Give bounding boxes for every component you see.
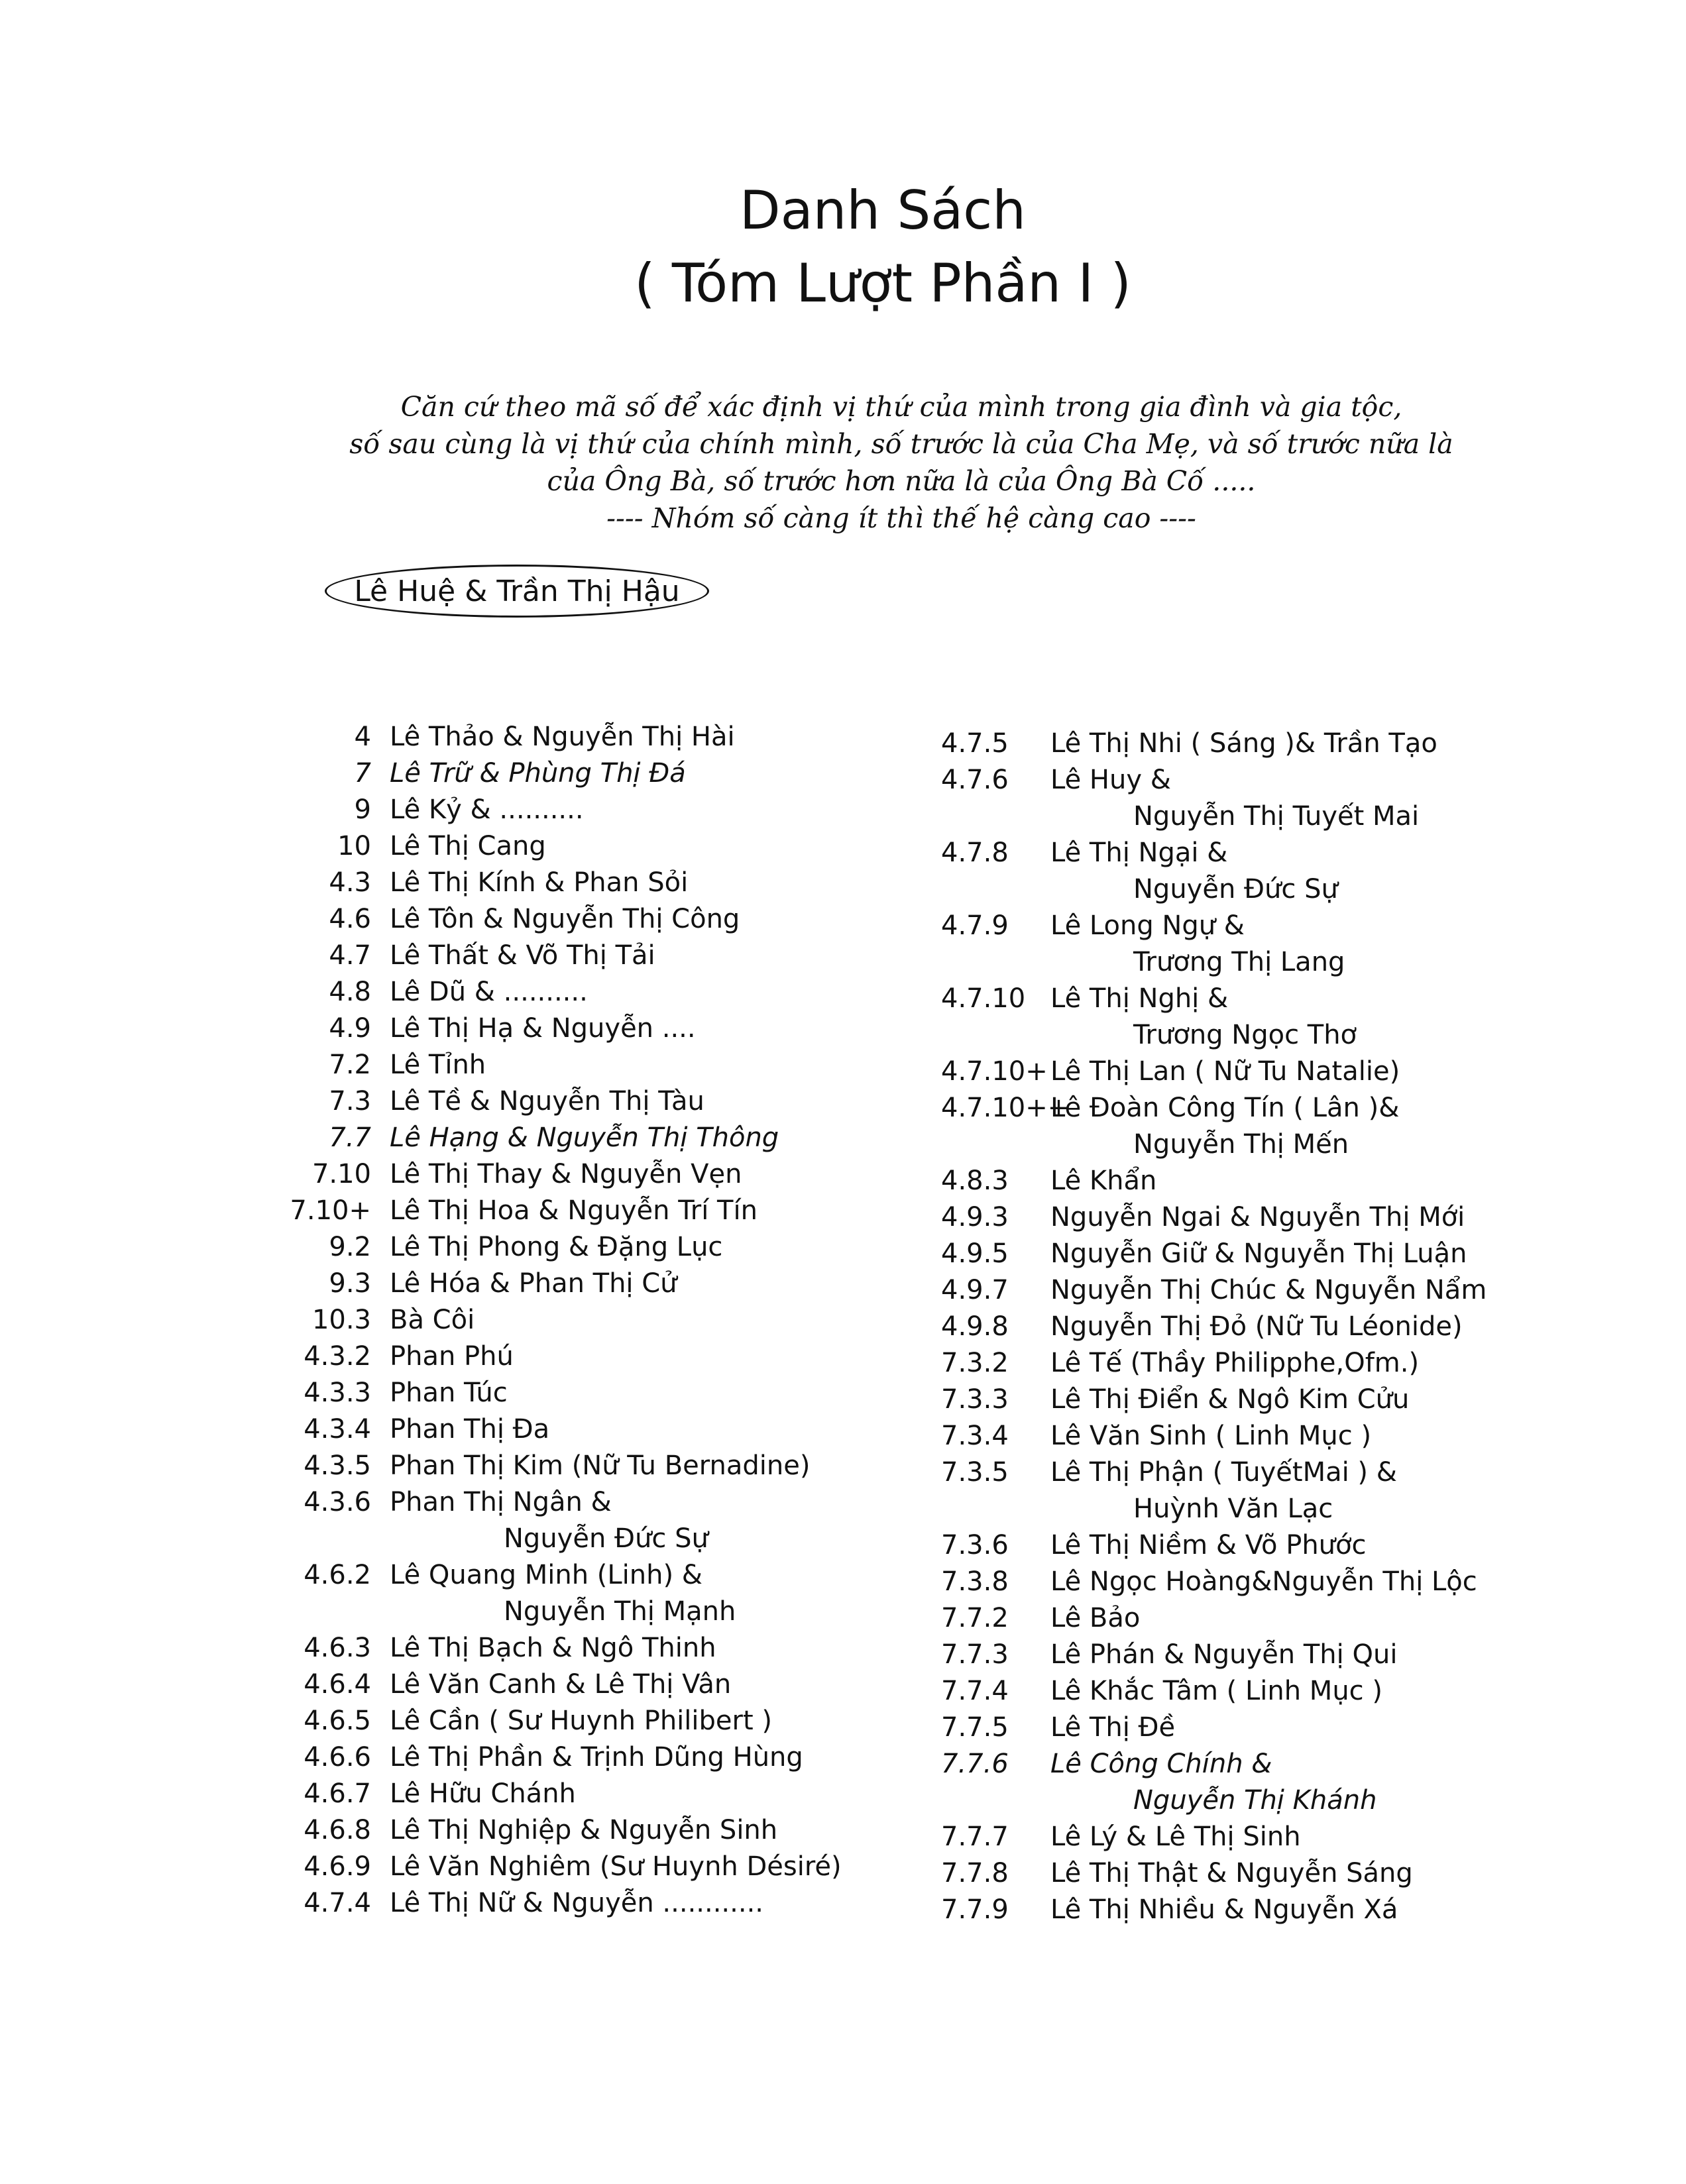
entry-code: 9.3 bbox=[329, 1268, 371, 1299]
entry-name: Nguyễn Giữ & Nguyễn Thị Luận bbox=[1050, 1238, 1467, 1269]
list-item bbox=[941, 1892, 1604, 1928]
entry-code: 10.3 bbox=[311, 1305, 371, 1335]
entry-name: Lê Hóa & Phan Thị Cử bbox=[390, 1268, 677, 1299]
entry-code: 4.6.9 bbox=[304, 1851, 371, 1882]
entry-name: Lê Hữu Chánh bbox=[390, 1778, 576, 1809]
entry-code: 4.7.8 bbox=[941, 838, 1009, 868]
intro-line: số sau cùng là vị thứ của chính mình, số trước là của Cha Mẹ, và số trước nữa là bbox=[349, 428, 1453, 460]
list-item bbox=[278, 1557, 941, 1630]
list-item bbox=[278, 938, 941, 974]
list-item bbox=[941, 1564, 1604, 1600]
list-item bbox=[278, 901, 941, 938]
entry-code: 4.7.10 bbox=[941, 983, 1026, 1014]
list-item bbox=[941, 1090, 1604, 1163]
entry-name: Lê Tỉnh bbox=[390, 1050, 486, 1080]
entry-name: Phan Phú bbox=[390, 1341, 514, 1372]
list-item bbox=[941, 1163, 1604, 1199]
entry-code: 4.7.10+ bbox=[941, 1056, 1048, 1087]
entry-code: 4.6.5 bbox=[304, 1706, 371, 1736]
entry-code: 7.7.4 bbox=[941, 1676, 1009, 1706]
list-item bbox=[278, 792, 941, 828]
entry-name: Lê Thị Niềm & Võ Phước bbox=[1050, 1530, 1367, 1560]
entry-code: 4.9.5 bbox=[941, 1238, 1009, 1269]
entry-name: Bà Côi bbox=[390, 1305, 475, 1335]
entry-code: 7.3.2 bbox=[941, 1348, 1009, 1378]
list-item bbox=[278, 1630, 941, 1666]
entry-name: Phan Thị Ngân & bbox=[390, 1487, 612, 1517]
entry-name: Lê Thị Hoa & Nguyễn Trí Tín bbox=[390, 1195, 758, 1226]
entry-code: 4.3.6 bbox=[304, 1487, 371, 1517]
entry-name: Lê Hạng & Nguyễn Thị Thông bbox=[390, 1122, 779, 1153]
entry-name: Lê Quang Minh (Linh) & bbox=[390, 1560, 702, 1590]
entry-spouse-line: Nguyễn Thị Tuyết Mai bbox=[1133, 801, 1420, 832]
entry-code: 4.7.6 bbox=[941, 765, 1009, 795]
entry-code: 4.7.9 bbox=[941, 910, 1009, 941]
entry-code: 4.9 bbox=[329, 1013, 371, 1044]
entry-code: 4.3 bbox=[329, 867, 371, 898]
entry-name: Lê Văn Sinh ( Linh Mục ) bbox=[1050, 1421, 1372, 1451]
intro-line: của Ông Bà, số trước hơn nữa là của Ông Bà Cố ..... bbox=[547, 465, 1256, 497]
left-column-list bbox=[278, 719, 941, 1922]
entry-name: Lê Thị Thay & Nguyễn Vẹn bbox=[390, 1159, 742, 1189]
entry-code: 4.7.4 bbox=[304, 1888, 371, 1918]
entry-code: 7.10+ bbox=[290, 1195, 371, 1226]
entry-spouse-line: Nguyễn Thị Khánh bbox=[1133, 1785, 1377, 1816]
entry-code: 9.2 bbox=[329, 1232, 371, 1262]
entry-name: Lê Thị Ngại & bbox=[1050, 838, 1228, 868]
entry-spouse-line: Nguyễn Đức Sự bbox=[504, 1523, 708, 1554]
list-item bbox=[941, 1637, 1604, 1673]
entry-name: Lê Tề & Nguyễn Thị Tàu bbox=[390, 1086, 704, 1117]
entry-name: Lê Kỷ & .......... bbox=[390, 794, 584, 825]
entry-code: 4.3.4 bbox=[304, 1414, 371, 1445]
entry-code: 9 bbox=[354, 794, 371, 825]
list-item bbox=[941, 1819, 1604, 1855]
entry-name: Lê Thị Lan ( Nữ Tu Natalie) bbox=[1050, 1056, 1400, 1087]
entry-code: 7.10 bbox=[311, 1159, 371, 1189]
root-couple-oval bbox=[325, 565, 709, 618]
entry-name: Lê Văn Nghiêm (Sư Huynh Désiré) bbox=[390, 1851, 842, 1882]
entry-code: 4 bbox=[354, 722, 371, 752]
list-item bbox=[941, 908, 1604, 981]
entry-name: Lê Ngọc Hoàng&Nguyễn Thị Lộc bbox=[1050, 1566, 1477, 1597]
entry-code: 7.3 bbox=[329, 1086, 371, 1117]
entry-code: 4.7.10++ bbox=[941, 1093, 1070, 1123]
entry-name: Lê Thị Bạch & Ngô Thinh bbox=[390, 1633, 716, 1663]
list-item bbox=[941, 762, 1604, 835]
entry-name: Phan Túc bbox=[390, 1378, 508, 1408]
entry-name: Lê Bảo bbox=[1050, 1603, 1141, 1633]
list-item bbox=[941, 835, 1604, 908]
list-item bbox=[941, 1345, 1604, 1382]
list-item bbox=[278, 1156, 941, 1193]
entry-name: Lê Khẩn bbox=[1050, 1166, 1157, 1196]
entry-name: Lê Thị Nữ & Nguyễn ............ bbox=[390, 1888, 764, 1918]
entry-name: Lê Đoàn Công Tín ( Lân )& bbox=[1050, 1093, 1400, 1123]
entry-name: Lê Tế (Thầy Philipphe,Ofm.) bbox=[1050, 1348, 1420, 1378]
entry-name: Nguyễn Thị Đỏ (Nữ Tu Léonide) bbox=[1050, 1311, 1463, 1342]
entry-code: 4.8 bbox=[329, 977, 371, 1007]
list-item bbox=[278, 755, 941, 792]
list-item bbox=[941, 1199, 1604, 1236]
right-column-list bbox=[941, 726, 1604, 1928]
list-item bbox=[278, 719, 941, 755]
entry-code: 7.3.3 bbox=[941, 1384, 1009, 1415]
entry-code: 4.8.3 bbox=[941, 1166, 1009, 1196]
entry-code: 4.9.7 bbox=[941, 1275, 1009, 1305]
entry-code: 7.7 bbox=[329, 1122, 371, 1153]
list-item bbox=[278, 1375, 941, 1411]
entry-name: Lê Thị Thật & Nguyễn Sáng bbox=[1050, 1858, 1413, 1888]
list-item bbox=[278, 1411, 941, 1448]
entry-code: 7.3.8 bbox=[941, 1566, 1009, 1597]
page-subtitle: ( Tóm Lượt Phần I ) bbox=[634, 252, 1131, 314]
entry-name: Lê Văn Canh & Lê Thị Vân bbox=[390, 1669, 732, 1700]
list-item bbox=[941, 1855, 1604, 1892]
list-item bbox=[278, 1302, 941, 1338]
entry-code: 4.9.8 bbox=[941, 1311, 1009, 1342]
entry-spouse-line: Nguyễn Đức Sự bbox=[1133, 874, 1338, 904]
entry-code: 7.7.6 bbox=[941, 1749, 1009, 1779]
entry-code: 4.3.2 bbox=[304, 1341, 371, 1372]
entry-spouse-line: Huỳnh Văn Lạc bbox=[1133, 1494, 1333, 1524]
entry-name: Lê Thị Cang bbox=[390, 831, 546, 861]
entry-name: Lê Thị Đề bbox=[1050, 1712, 1176, 1743]
entry-name: Lê Thị Nhi ( Sáng )& Trần Tạo bbox=[1050, 728, 1437, 759]
entry-code: 7.7.9 bbox=[941, 1894, 1009, 1925]
list-item bbox=[278, 1193, 941, 1229]
entry-code: 7 bbox=[354, 758, 371, 789]
entry-code: 4.6 bbox=[329, 904, 371, 934]
page-title: Danh Sách bbox=[740, 180, 1026, 241]
entry-name: Lê Lý & Lê Thị Sinh bbox=[1050, 1822, 1301, 1852]
entry-code: 7.3.5 bbox=[941, 1457, 1009, 1488]
list-item bbox=[278, 1739, 941, 1776]
list-item bbox=[278, 1776, 941, 1812]
entry-name: Lê Thị Phần & Trịnh Dũng Hùng bbox=[390, 1742, 803, 1773]
list-item bbox=[941, 1746, 1604, 1819]
entry-name: Lê Tôn & Nguyễn Thị Công bbox=[390, 904, 740, 934]
entry-name: Lê Dũ & .......... bbox=[390, 977, 588, 1007]
entry-code: 4.6.3 bbox=[304, 1633, 371, 1663]
entry-code: 4.6.2 bbox=[304, 1560, 371, 1590]
entry-name: Lê Thị Nghiệp & Nguyễn Sinh bbox=[390, 1815, 778, 1845]
list-item bbox=[278, 1885, 941, 1922]
entry-spouse-line: Trương Ngọc Thơ bbox=[1133, 1020, 1357, 1050]
entry-name: Lê Phán & Nguyễn Thị Qui bbox=[1050, 1639, 1398, 1670]
entry-name: Lê Thị Hạ & Nguyễn .... bbox=[390, 1013, 696, 1044]
list-item bbox=[941, 1454, 1604, 1527]
entry-name: Lê Huy & bbox=[1050, 765, 1171, 795]
list-item bbox=[941, 1309, 1604, 1345]
entry-name: Lê Thị Nhiều & Nguyễn Xá bbox=[1050, 1894, 1398, 1925]
entry-code: 4.6.7 bbox=[304, 1778, 371, 1809]
entry-name: Lê Thị Kính & Phan Sỏi bbox=[390, 867, 689, 898]
entry-name: Lê Thất & Võ Thị Tải bbox=[390, 940, 655, 971]
entry-code: 7.2 bbox=[329, 1050, 371, 1080]
list-item bbox=[941, 981, 1604, 1054]
entry-code: 4.6.6 bbox=[304, 1742, 371, 1773]
intro-line: ---- Nhóm số càng ít thì thế hệ càng cao ---- bbox=[606, 502, 1196, 534]
list-item bbox=[941, 1418, 1604, 1454]
entry-code: 7.3.6 bbox=[941, 1530, 1009, 1560]
entry-name: Lê Thị Phận ( TuyếtMai ) & bbox=[1050, 1457, 1397, 1488]
list-item bbox=[941, 1054, 1604, 1090]
entry-code: 4.6.4 bbox=[304, 1669, 371, 1700]
entry-name: Lê Khắc Tâm ( Linh Mục ) bbox=[1050, 1676, 1382, 1706]
entry-code: 4.3.3 bbox=[304, 1378, 371, 1408]
list-item bbox=[278, 1666, 941, 1703]
list-item bbox=[941, 1600, 1604, 1637]
entry-code: 4.3.5 bbox=[304, 1450, 371, 1481]
entry-name: Lê Thị Phong & Đặng Lục bbox=[390, 1232, 723, 1262]
entry-code: 7.7.7 bbox=[941, 1822, 1009, 1852]
entry-name: Phan Thị Kim (Nữ Tu Bernadine) bbox=[390, 1450, 811, 1481]
list-item bbox=[941, 1673, 1604, 1710]
list-item bbox=[941, 1527, 1604, 1564]
list-item bbox=[278, 865, 941, 901]
list-item bbox=[278, 1703, 941, 1739]
list-item bbox=[278, 828, 941, 865]
entry-name: Lê Trữ & Phùng Thị Đá bbox=[390, 758, 686, 789]
list-item bbox=[278, 1229, 941, 1266]
entry-code: 10 bbox=[337, 831, 371, 861]
list-item bbox=[278, 1010, 941, 1047]
entry-code: 4.7.5 bbox=[941, 728, 1009, 759]
intro-paragraph bbox=[239, 388, 1564, 537]
list-item bbox=[278, 1083, 941, 1120]
list-item bbox=[278, 1120, 941, 1156]
entry-code: 4.6.8 bbox=[304, 1815, 371, 1845]
entry-code: 7.7.2 bbox=[941, 1603, 1009, 1633]
list-item bbox=[278, 1448, 941, 1484]
entry-name: Nguyễn Ngai & Nguyễn Thị Mới bbox=[1050, 1202, 1465, 1232]
entry-code: 7.7.3 bbox=[941, 1639, 1009, 1670]
entry-spouse-line: Nguyễn Thị Mến bbox=[1133, 1129, 1349, 1160]
entry-spouse-line: Nguyễn Thị Mạnh bbox=[504, 1596, 736, 1627]
entry-name: Lê Long Ngự & bbox=[1050, 910, 1245, 941]
list-item bbox=[941, 1710, 1604, 1746]
list-item bbox=[278, 974, 941, 1010]
list-item bbox=[278, 1484, 941, 1557]
list-item bbox=[278, 1338, 941, 1375]
entry-code: 7.7.8 bbox=[941, 1858, 1009, 1888]
entry-name: Lê Thị Điển & Ngô Kim Cửu bbox=[1050, 1384, 1410, 1415]
list-item bbox=[941, 1236, 1604, 1272]
list-item bbox=[278, 1047, 941, 1083]
entry-name: Phan Thị Đa bbox=[390, 1414, 550, 1445]
entry-code: 7.3.4 bbox=[941, 1421, 1009, 1451]
list-item bbox=[941, 726, 1604, 762]
intro-line: Căn cứ theo mã số để xác định vị thứ của mình trong gia đình và gia tộc, bbox=[400, 391, 1402, 423]
entry-name: Lê Thị Nghị & bbox=[1050, 983, 1229, 1014]
entry-code: 4.7 bbox=[329, 940, 371, 971]
list-item bbox=[278, 1849, 941, 1885]
entry-name: Lê Cần ( Sư Huynh Philibert ) bbox=[390, 1706, 772, 1736]
list-item bbox=[278, 1266, 941, 1302]
list-item bbox=[278, 1812, 941, 1849]
list-item bbox=[941, 1272, 1604, 1309]
entry-code: 7.7.5 bbox=[941, 1712, 1009, 1743]
root-couple-name: Lê Huệ & Trần Thị Hậu bbox=[354, 574, 680, 608]
entry-name: Lê Thảo & Nguyễn Thị Hài bbox=[390, 722, 735, 752]
entry-spouse-line: Trương Thị Lang bbox=[1133, 947, 1345, 977]
entry-name: Nguyễn Thị Chúc & Nguyễn Nẩm bbox=[1050, 1275, 1487, 1305]
entry-name: Lê Công Chính & bbox=[1050, 1749, 1272, 1779]
entry-code: 4.9.3 bbox=[941, 1202, 1009, 1232]
list-item bbox=[941, 1382, 1604, 1418]
